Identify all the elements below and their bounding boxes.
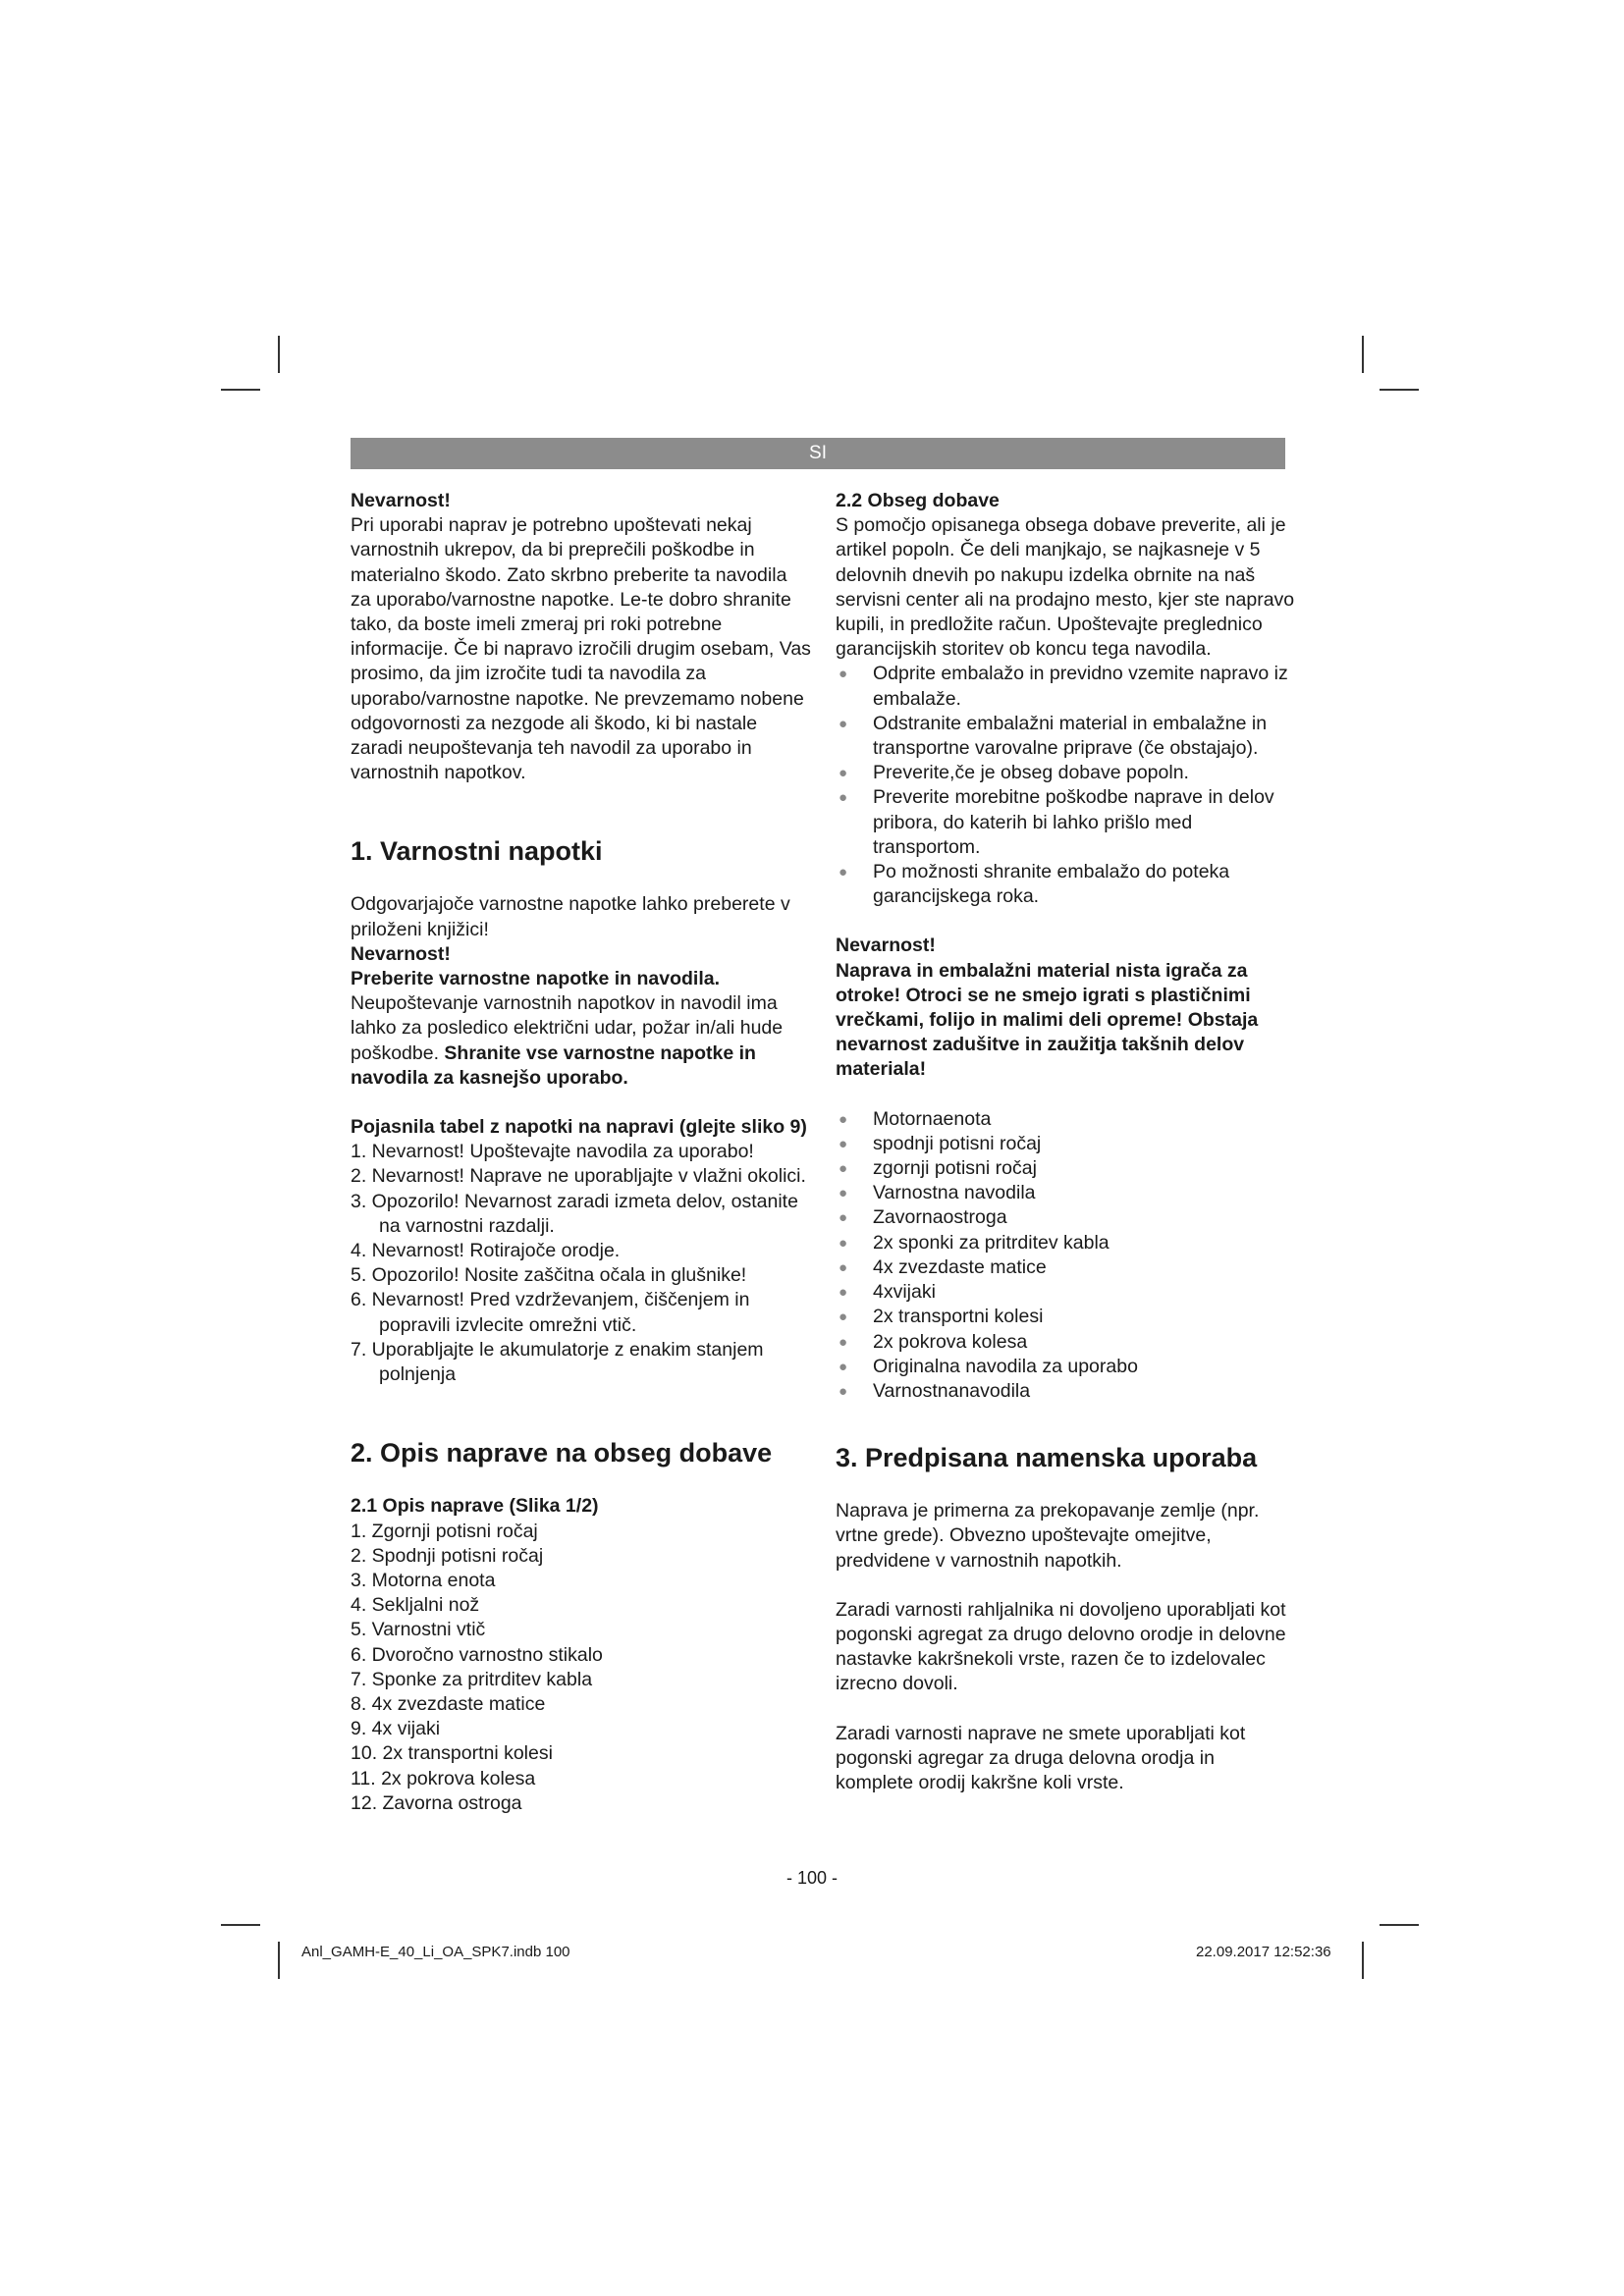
list-item: ● Originalna navodila za uporabo	[836, 1355, 1297, 1379]
list-item: ● 2x sponki za pritrditev kabla	[836, 1231, 1297, 1255]
section-2-2-text: S pomočjo opisanega obsega dobave preverite, ali je artikel popoln. Če deli manjkajo, se najkasneje v 5 delovnih dnevih po nakupu izdelka obrnite na naš servisni center ali na prodajno mesto, kjer ste napravo kupili, in predložite račun. Upoštevajte preglednico garancijskih storitev ob koncu tega navodila.	[836, 514, 1295, 661]
bullet-icon: ●	[839, 1135, 848, 1152]
section-3-heading: 3. Predpisana namenska uporaba	[836, 1443, 1258, 1473]
page-number: - 100 -	[785, 1868, 839, 1888]
section-1-warning-bold-2: Shranite vse varnostne napotke in navodila za kasnejšo uporabo.	[351, 1041, 756, 1089]
left-column	[351, 489, 812, 1816]
list-item: 3. Opozorilo! Nevarnost zaradi izmeta delov, ostanite na varnostni razdalji.	[351, 1190, 798, 1237]
crop-mark	[221, 1924, 260, 1926]
list-item: 7. Sponke za pritrditev kabla	[351, 1668, 593, 1690]
crop-mark	[1362, 336, 1364, 373]
list-item: 9. 4x vijaki	[351, 1718, 441, 1740]
section-1-warning-text: Neupoštevanje varnostnih napotkov in navodil ima lahko za posledico električni udar, požar in/ali hude poškodbe.	[351, 992, 784, 1064]
list-item: ● 4xvijaki	[836, 1280, 1297, 1305]
list-item: ● 2x pokrova kolesa	[836, 1330, 1297, 1355]
section-3-paragraph-3: Zaradi varnosti naprave ne smete uporabljati kot pogonski agregar za druga delovna orodja in komplete orodij kakršne koli vrste.	[836, 1722, 1246, 1793]
bullet-icon: ●	[839, 1234, 848, 1252]
unpacking-steps-list	[836, 662, 1297, 909]
section-2-2-heading: 2.2 Obseg dobave	[836, 490, 1000, 511]
list-item: ● Preverite morebitne poškodbe naprave in delov pribora, do katerih bi lahko prišlo med transportom.	[839, 786, 1274, 858]
warning-text: Pri uporabi naprav je potrebno upoštevati nekaj varnostnih ukrepov, da bi preprečili poškodbe in materialno škodo. Zato skrbno preberite ta navodila za uporabo/varnostne napotke. Le-te dobro shranite tako, da boste imeli zmeraj pri roki potrebne informacije. Če bi napravo izročili drugim osebam, Vas prosimo, da jim izročite tudi ta navodila za uporabo/varnostne napotke. Ne prevzemamo nobene odgovornosti za nezgode ali škodo, ki bi nastale zaradi neupoštevanja teh navodil za uporabo in varnostnih napotkov.	[351, 514, 811, 784]
crop-mark	[1362, 1942, 1364, 1979]
list-item: 7. Uporabljajte le akumulatorje z enakim stanjem polnjenja	[351, 1338, 764, 1386]
list-item: 2. Spodnji potisni ročaj	[351, 1544, 544, 1567]
bullet-icon: ●	[839, 715, 848, 732]
list-item: 6. Nevarnost! Pred vzdrževanjem, čiščenjem in popravili izvlecite omrežni vtič.	[351, 1289, 750, 1336]
delivery-contents-list	[836, 1107, 1297, 1404]
bullet-icon: ●	[839, 1110, 848, 1128]
list-item: 4. Nevarnost! Rotirajoče orodje.	[351, 1240, 621, 1262]
list-item: 11. 2x pokrova kolesa	[351, 1767, 536, 1789]
list-item: ● Zavornaostroga	[836, 1205, 1297, 1230]
list-item: 10. 2x transportni kolesi	[351, 1742, 553, 1765]
list-item: ● 2x transportni kolesi	[836, 1305, 1297, 1329]
warning-title: Nevarnost!	[351, 490, 451, 511]
bullet-icon: ●	[839, 1185, 848, 1202]
crop-mark	[1380, 1924, 1419, 1926]
crop-mark	[221, 389, 260, 391]
footer-date: 22.09.2017 12:52:36	[1196, 1944, 1331, 1960]
bullet-icon: ●	[839, 765, 848, 782]
right-column	[836, 489, 1297, 1795]
list-item: ● Motornaenota	[836, 1107, 1297, 1132]
bullet-icon: ●	[839, 1382, 848, 1400]
list-item: ● spodnji potisni ročaj	[836, 1132, 1297, 1156]
bullet-icon: ●	[839, 666, 848, 683]
section-2-1-heading: 2.1 Opis naprave (Slika 1/2)	[351, 1495, 599, 1518]
list-item: ● Varnostna navodila	[836, 1181, 1297, 1205]
list-item: 4. Sekljalni nož	[351, 1594, 480, 1617]
list-item: 2. Nevarnost! Naprave ne uporabljajte v vlažni okolici.	[351, 1165, 806, 1188]
section-1-warning-bold: Preberite varnostne napotke in navodila.	[351, 968, 721, 990]
section-3-paragraph-1: Naprava je primerna za prekopavanje zemlje (npr. vrtne grede). Obvezno upoštevajte omejitve, predvidene v varnostnih napotkih.	[836, 1500, 1260, 1572]
bullet-icon: ●	[839, 1358, 848, 1375]
bullet-icon: ●	[839, 1160, 848, 1178]
child-warning-title: Nevarnost!	[836, 934, 936, 957]
list-item: 8. 4x zvezdaste matice	[351, 1692, 546, 1715]
list-item: ● 4x zvezdaste matice	[836, 1255, 1297, 1280]
bullet-icon: ●	[839, 1308, 848, 1326]
section-1-heading: 1. Varnostni napotki	[351, 836, 603, 867]
device-parts-list	[351, 1520, 812, 1816]
crop-mark	[278, 1942, 280, 1979]
list-item: 5. Opozorilo! Nosite zaščitna očala in glušnike!	[351, 1264, 747, 1287]
list-item: 5. Varnostni vtič	[351, 1619, 486, 1641]
list-item: 12. Zavorna ostroga	[351, 1791, 522, 1814]
crop-mark	[1380, 389, 1419, 391]
bullet-icon: ●	[839, 1284, 848, 1302]
section-1-warning-title: Nevarnost!	[351, 942, 451, 965]
bullet-icon: ●	[839, 1258, 848, 1276]
list-item: ● zgornji potisni ročaj	[836, 1156, 1297, 1181]
bullet-icon: ●	[839, 789, 848, 807]
language-header-bar: SI	[351, 438, 1285, 469]
bullet-icon: ●	[839, 864, 848, 881]
sign-table-list	[351, 1140, 812, 1387]
footer-file-name: Anl_GAMH-E_40_Li_OA_SPK7.indb 100	[301, 1944, 570, 1960]
list-item: ● Odstranite embalažni material in embalažne in transportne varovalne priprave (če obstajajo).	[839, 712, 1268, 760]
list-item: 3. Motorna enota	[351, 1569, 496, 1591]
list-item: ● Odprite embalažo in previdno vzemite napravo iz embalaže.	[839, 663, 1288, 710]
crop-mark	[278, 336, 280, 373]
bullet-icon: ●	[839, 1333, 848, 1351]
sign-table-heading: Pojasnila tabel z napotki na napravi (glejte sliko 9)	[351, 1116, 807, 1139]
list-item: ● Varnostnanavodila	[836, 1379, 1297, 1404]
section-1-text: Odgovarjajoče varnostne napotke lahko preberete v priloženi knjižici!	[351, 893, 790, 940]
section-3-paragraph-2: Zaradi varnosti rahljalnika ni dovoljeno uporabljati kot pogonski agregat za drugo delovno orodje in delovne nastavke kakršnekoli vrste, razen če to izdelovalec izrecno dovoli.	[836, 1598, 1286, 1695]
list-item: ● Preverite,če je obseg dobave popoln.	[836, 761, 1297, 785]
list-item: 6. Dvoročno varnostno stikalo	[351, 1643, 603, 1666]
list-item: ● Po možnosti shranite embalažo do poteka garancijskega roka.	[839, 861, 1230, 908]
list-item: 1. Zgornji potisni ročaj	[351, 1520, 538, 1542]
bullet-icon: ●	[839, 1209, 848, 1227]
list-item: 1. Nevarnost! Upoštevajte navodila za uporabo!	[351, 1141, 754, 1163]
section-2-heading: 2. Opis naprave na obseg dobave	[351, 1438, 773, 1468]
child-warning-text: Naprava in embalažni material nista igrača za otroke! Otroci se ne smejo igrati s plastičnimi vrečkami, folijo in malimi deli opreme! Obstaja nevarnost zadušitve in zaužitja takšnih delov materiala!	[836, 959, 1259, 1081]
